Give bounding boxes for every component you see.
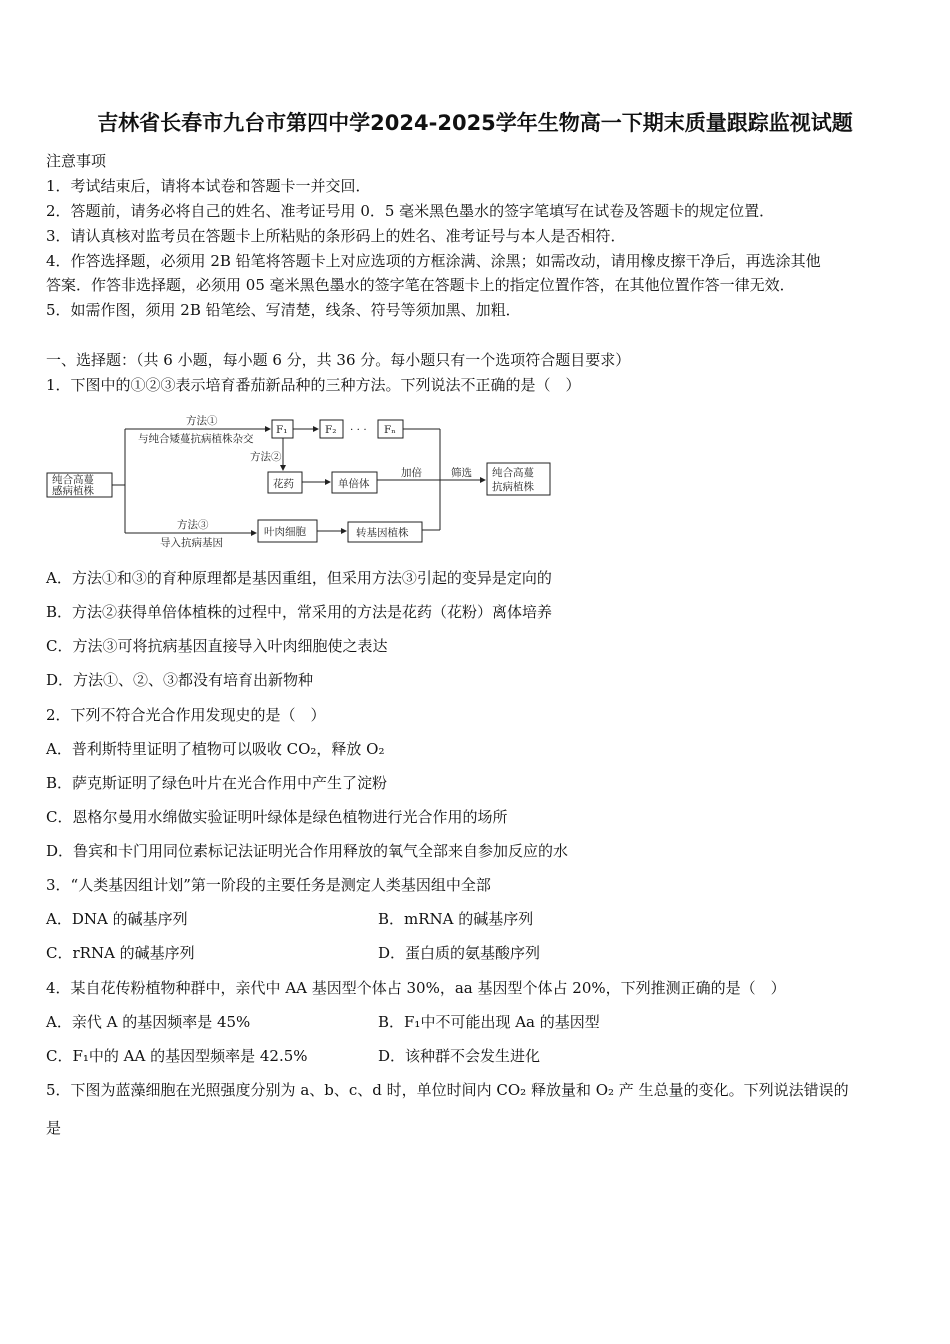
diagram-method1: 方法① (186, 415, 218, 427)
q4-option-a: A．亲代 A 的基因频率是 45% (46, 1013, 251, 1031)
note-item: 3．请认真核对监考员在答题卡上所粘贴的条形码上的姓名、准考证号与本人是否相符． (46, 227, 626, 245)
note-item: 4．作答选择题，必须用 2B 铅笔将答题卡上对应选项的方框涂满、涂黑；如需改动，请用橡皮擦干净后，再选涂其他 (46, 252, 821, 270)
question-2-stem: 2．下列不符合光合作用发现史的是（ ） (46, 706, 326, 724)
q2-option-d: D．鲁宾和卡门用同位素标记法证明光合作用释放的氧气全部来自参加反应的水 (46, 842, 569, 860)
notes-heading: 注意事项 (46, 152, 107, 170)
question-3-stem: 3．“人类基因组计划”第一阶段的主要任务是测定人类基因组中全部 (46, 876, 491, 894)
question-1-stem: 1．下图中的①②③表示培育番茄新品种的三种方法。下列说法不正确的是（ ） (46, 376, 581, 394)
q3-option-c: C．rRNA 的碱基序列 (46, 944, 195, 962)
q1-option-c: C．方法③可将抗病基因直接导入叶肉细胞使之表达 (46, 637, 388, 655)
diagram-start-line2: 感病植株 (52, 485, 94, 497)
q2-option-b: B．萨克斯证明了绿色叶片在光合作用中产生了淀粉 (46, 774, 388, 792)
diagram-method3-sub: 导入抗病基因 (160, 537, 223, 549)
diagram-dots: · · · (350, 424, 367, 436)
diagram-method3: 方法③ (177, 519, 209, 531)
q3-option-b: B．mRNA 的碱基序列 (378, 910, 534, 928)
question-5-stem-continued: 是 (46, 1119, 62, 1137)
diagram-haploid: 单倍体 (338, 478, 370, 490)
diagram-screening: 筛选 (451, 467, 472, 479)
q2-option-a: A．普利斯特里证明了植物可以吸收 CO₂，释放 O₂ (46, 740, 385, 758)
diagram-f2: F₂ (325, 424, 337, 436)
diagram-transgenic: 转基因植株 (356, 527, 409, 539)
section-heading: 一、选择题：（共 6 小题，每小题 6 分，共 36 分。每小题只有一个选项符合题目要求） (46, 351, 631, 369)
q4-option-b: B．F₁中不可能出现 Aa 的基因型 (378, 1013, 600, 1031)
question-4-stem: 4．某自花传粉植物种群中，亲代中 AA 基因型个体占 30%，aa 基因型个体占 20%，下列推测正确的是（ ） (46, 979, 786, 997)
question-5-stem: 5．下图为蓝藻细胞在光照强度分别为 a、b、c、d 时，单位时间内 CO₂ 释放量和 O₂ 产 生总量的变化。下列说法错误的 (46, 1081, 849, 1099)
diagram-method1-sub: 与纯合矮蔓抗病植株杂交 (138, 433, 254, 445)
q2-option-c: C．恩格尔曼用水绵做实验证明叶绿体是绿色植物进行光合作用的场所 (46, 808, 508, 826)
q3-option-d: D．蛋白质的氨基酸序列 (378, 944, 541, 962)
diagram-anther: 花药 (273, 478, 294, 490)
note-item: 1．考试结束后，请将本试卷和答题卡一并交回． (46, 177, 371, 195)
q1-option-a: A．方法①和③的育种原理都是基因重组，但采用方法③引起的变异是定向的 (46, 569, 552, 587)
q4-option-d: D．该种群不会发生进化 (378, 1047, 541, 1065)
diagram-fn: Fₙ (384, 424, 396, 436)
diagram-end-line2: 抗病植株 (492, 481, 534, 493)
page-title: 吉林省长春市九台市第四中学2024-2025学年生物高一下期末质量跟踪监视试题 (97, 111, 853, 135)
diagram-start-line1: 纯合高蔓 (52, 474, 94, 486)
note-item: 答案．作答非选择题，必须用 05 毫米黑色墨水的签字笔在答题卡上的指定位置作答，在其他位置作答一律无效． (46, 276, 795, 294)
diagram-end-line1: 纯合高蔓 (492, 467, 534, 479)
q1-option-b: B．方法②获得单倍体植株的过程中，常采用的方法是花药（花粉）离体培养 (46, 603, 553, 621)
diagram-doubling: 加倍 (401, 467, 422, 479)
breeding-methods-diagram (40, 405, 570, 555)
q3-option-a: A．DNA 的碱基序列 (46, 910, 188, 928)
note-item: 2．答题前，请务必将自己的姓名、准考证号用 0．5 毫米黑色墨水的签字笔填写在试卷及答题卡的规定位置． (46, 202, 775, 220)
diagram-mesophyll: 叶肉细胞 (264, 526, 306, 538)
diagram-f1: F₁ (276, 424, 288, 436)
diagram-method2: 方法② (250, 451, 282, 463)
note-item: 5．如需作图，须用 2B 铅笔绘、写清楚，线条、符号等须加黑、加粗． (46, 301, 521, 319)
q1-option-d: D．方法①、②、③都没有培育出新物种 (46, 671, 314, 689)
q4-option-c: C．F₁中的 AA 的基因型频率是 42.5% (46, 1047, 308, 1065)
